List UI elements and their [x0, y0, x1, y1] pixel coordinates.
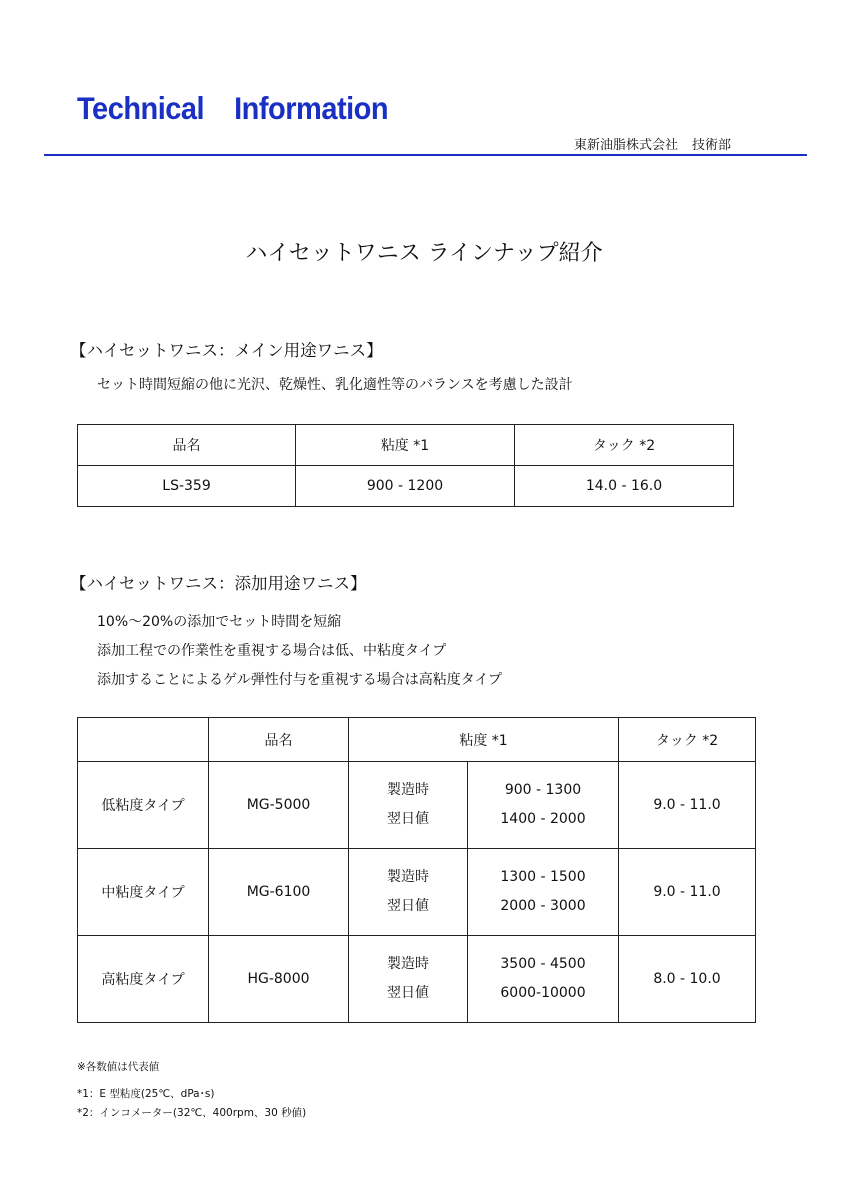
- brand-title: [77, 92, 388, 128]
- note-viscosity-method: *1：E 型粘度(25℃、dPa･s): [77, 1088, 215, 1100]
- additive-varnish-table: [77, 717, 756, 1023]
- section2-heading: 【ハイセットワニス：添加用途ワニス】: [70, 574, 367, 593]
- section1-heading: 【ハイセットワニス：メイン用途ワニス】: [70, 341, 383, 360]
- header-viscosity: 粘度 *1: [296, 425, 515, 466]
- header-type: [78, 718, 209, 762]
- viscosity-values: [468, 849, 619, 936]
- viscosity-type: 中粘度タイプ: [78, 849, 209, 936]
- measurement-conditions: [349, 936, 468, 1023]
- tack-value: 14.0 - 16.0: [515, 466, 734, 507]
- table-header-row: [78, 718, 756, 762]
- header-tack: タック *2: [515, 425, 734, 466]
- department-name: 技術部: [692, 138, 732, 153]
- table-row: [78, 936, 756, 1023]
- header-viscosity: 粘度 *1: [349, 718, 619, 762]
- header-tack: タック *2: [619, 718, 756, 762]
- viscosity-production: 1300 - 1500: [500, 869, 586, 885]
- header-product-name: 品名: [78, 425, 296, 466]
- table-row: [78, 849, 756, 936]
- section2-line-2: 添加工程での作業性を重視する場合は低、中粘度タイプ: [97, 643, 447, 659]
- tack-value: 9.0 - 11.0: [619, 762, 756, 849]
- note-tack-method: *2：インコメーター(32℃、400rpm、30 秒値): [77, 1107, 307, 1119]
- viscosity-value: 900 - 1200: [296, 466, 515, 507]
- brand-word-technical: Technical: [77, 92, 205, 127]
- condition-production: 製造時: [387, 869, 429, 885]
- table-header-row: [78, 425, 734, 466]
- viscosity-type: 高粘度タイプ: [78, 936, 209, 1023]
- header-product-name: 品名: [209, 718, 349, 762]
- main-varnish-table: [77, 424, 734, 507]
- condition-production: 製造時: [387, 956, 429, 972]
- viscosity-values: [468, 936, 619, 1023]
- condition-next-day: 翌日値: [387, 811, 429, 827]
- page-title: ハイセットワニス ラインナップ紹介: [245, 241, 603, 266]
- viscosity-next-day: 6000-10000: [500, 985, 586, 1001]
- viscosity-values: [468, 762, 619, 849]
- table-row: [78, 466, 734, 507]
- product-name: LS-359: [78, 466, 296, 507]
- viscosity-next-day: 2000 - 3000: [500, 898, 586, 914]
- condition-next-day: 翌日値: [387, 985, 429, 1001]
- measurement-conditions: [349, 849, 468, 936]
- product-name: HG-8000: [209, 936, 349, 1023]
- viscosity-production: 900 - 1300: [504, 782, 582, 798]
- header-rule: [44, 154, 807, 156]
- note-representative-values: ※各数値は代表値: [77, 1061, 160, 1073]
- company-name: 東新油脂株式会社: [574, 138, 679, 153]
- company-department: [574, 134, 731, 153]
- viscosity-production: 3500 - 4500: [500, 956, 586, 972]
- viscosity-next-day: 1400 - 2000: [500, 811, 586, 827]
- section1-description: セット時間短縮の他に光沢、乾燥性、乳化適性等のバランスを考慮した設計: [97, 377, 573, 393]
- section2-line-1: 10%～20%の添加でセット時間を短縮: [97, 614, 342, 630]
- product-name: MG-6100: [209, 849, 349, 936]
- tack-value: 8.0 - 10.0: [619, 936, 756, 1023]
- viscosity-type: 低粘度タイプ: [78, 762, 209, 849]
- brand-word-information: Information: [234, 92, 389, 127]
- product-name: MG-5000: [209, 762, 349, 849]
- measurement-conditions: [349, 762, 468, 849]
- table-row: [78, 762, 756, 849]
- condition-production: 製造時: [387, 782, 429, 798]
- tack-value: 9.0 - 11.0: [619, 849, 756, 936]
- condition-next-day: 翌日値: [387, 898, 429, 914]
- section2-line-3: 添加することによるゲル弾性付与を重視する場合は高粘度タイプ: [97, 672, 503, 688]
